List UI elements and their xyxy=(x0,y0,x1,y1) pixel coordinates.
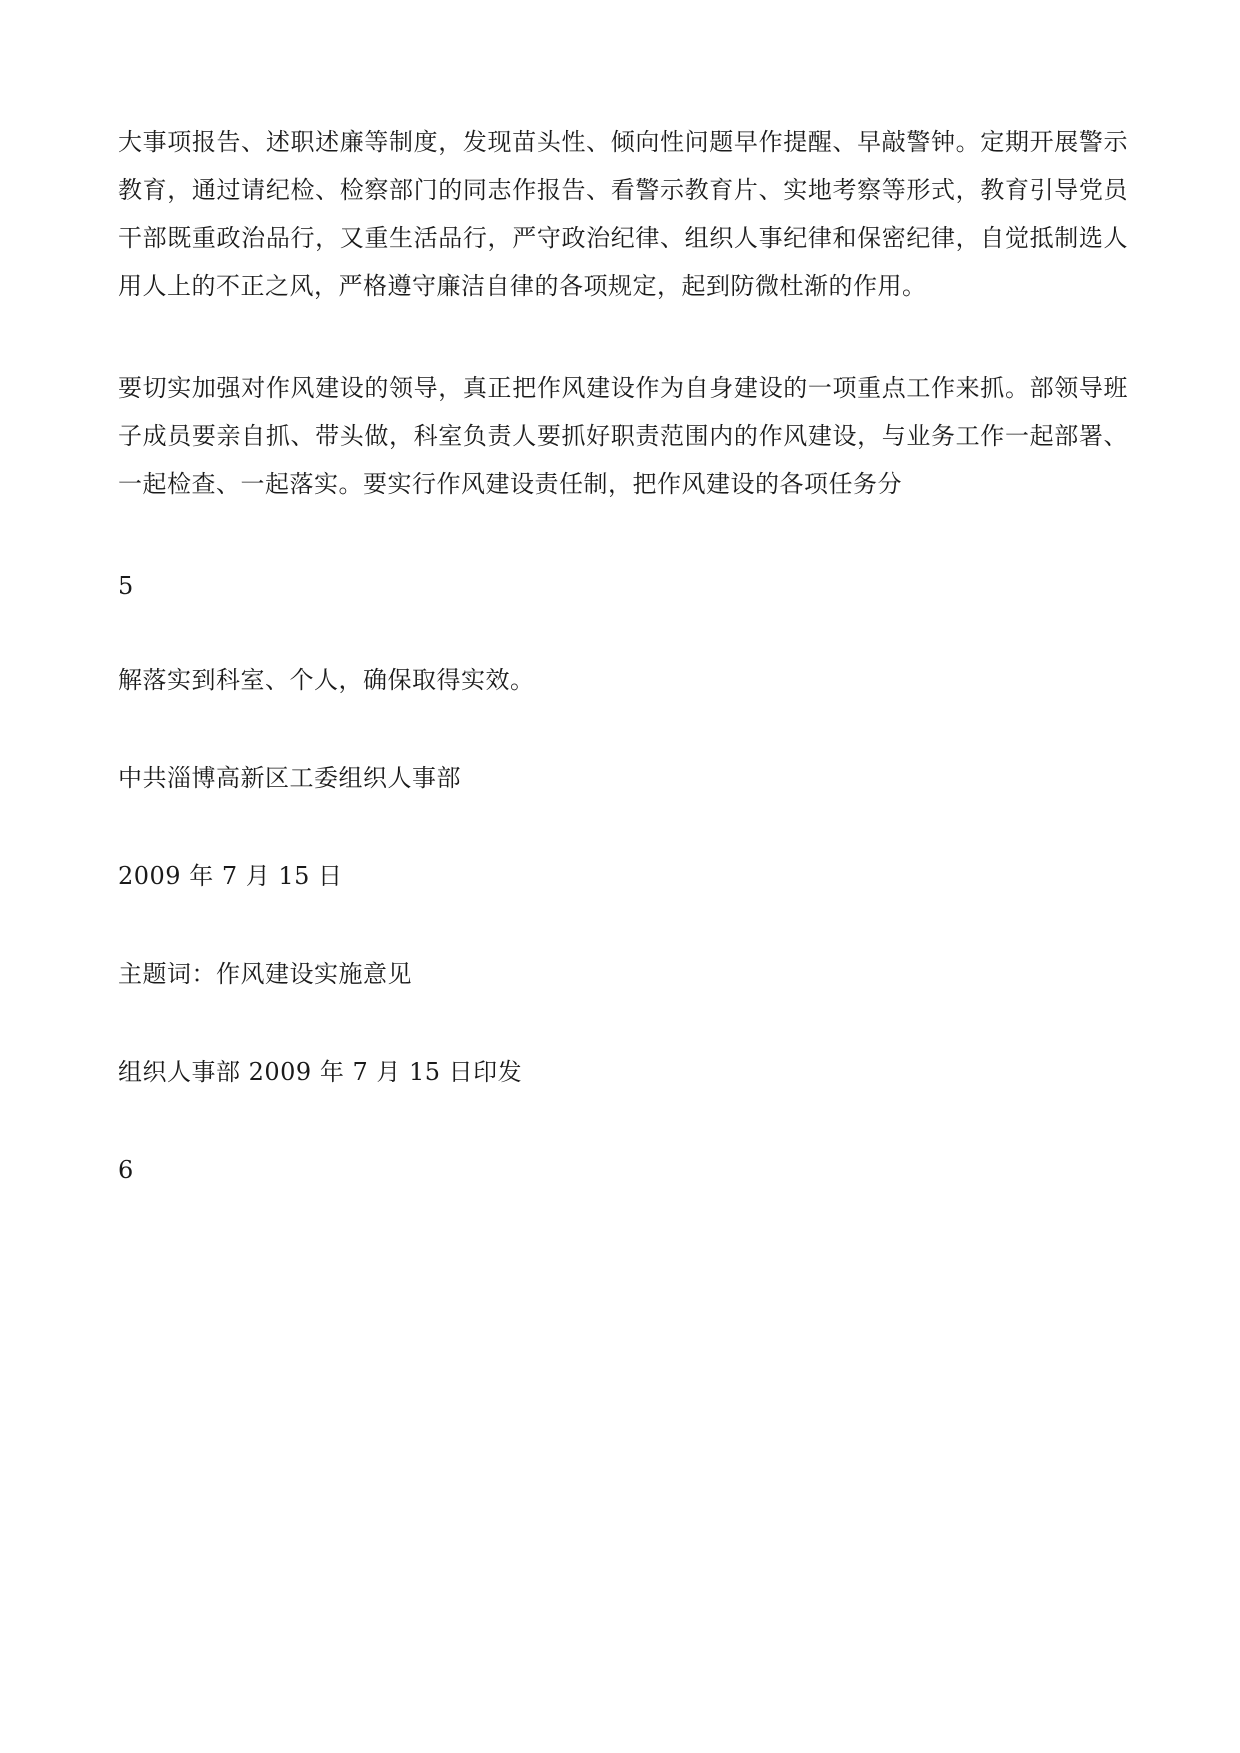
subject-keywords: 主题词：作风建设实施意见 xyxy=(118,960,412,988)
print-note: 组织人事部 2009 年 7 月 15 日印发 xyxy=(118,1058,523,1086)
body-paragraph-1: 大事项报告、述职述廉等制度，发现苗头性、倾向性问题早作提醒、早敲警钟。定期开展警示教育，通过请纪检、检察部门的同志作报告、看警示教育片、实地考察等形式，教育引导党员干部既重政治品行，又重生活品行，严守政治纪律、组织人事纪律和保密纪律，自觉抵制选人用人上的不正之风，严格遵守廉洁自律的各项规定，起到防微杜渐的作用。 xyxy=(118,128,1128,300)
issue-date: 2009 年 7 月 15 日 xyxy=(118,862,343,890)
continuation-text: 解落实到科室、个人，确保取得实效。 xyxy=(118,666,535,694)
page-number: 5 xyxy=(118,572,134,600)
body-paragraph-2: 要切实加强对作风建设的领导，真正把作风建设作为自身建设的一项重点工作来抓。部领导班子成员要亲自抓、带头做，科室负责人要抓好职责范围内的作风建设，与业务工作一起部署、一起检查、一起落实。要实行作风建设责任制，把作风建设的各项任务分 xyxy=(118,374,1128,498)
issuer-name: 中共淄博高新区工委组织人事部 xyxy=(118,764,461,792)
page-number: 6 xyxy=(118,1156,134,1184)
